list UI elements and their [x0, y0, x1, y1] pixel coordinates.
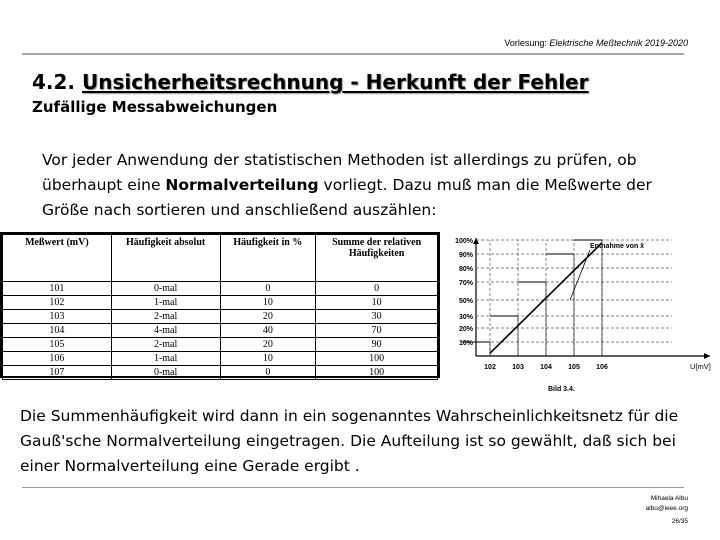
- table-cell: 1-mal: [111, 352, 220, 366]
- table-cell: 106: [3, 352, 112, 366]
- x-tick-label: 106: [596, 364, 608, 371]
- table-cell: 0: [220, 282, 316, 296]
- table-cell: 103: [3, 310, 112, 324]
- table-cell: 0: [316, 282, 438, 296]
- table-row: [3, 310, 438, 324]
- table-cell: 10: [220, 352, 316, 366]
- y-tick-label: 30%: [458, 314, 473, 321]
- x-tick-label: 105: [568, 364, 580, 371]
- intro-part2: vorliegt. Dazu muß man die Meßwerte der Größe nach sortieren und anschließend auszählen:: [42, 176, 652, 219]
- page-title: [32, 70, 588, 94]
- intro-bold: Normalverteilung: [165, 176, 319, 194]
- col-header-abs: Häufigkeit absolut: [111, 235, 220, 282]
- table-cell: 2-mal: [111, 310, 220, 324]
- annotation-mean: Entnahme von x̄: [590, 243, 645, 250]
- intro-paragraph: [42, 148, 692, 223]
- table-cell: 104: [3, 324, 112, 338]
- table-row: [3, 338, 438, 352]
- bottom-divider: [22, 487, 684, 488]
- table-cell: 40: [220, 324, 316, 338]
- col-header-cum: Summe der relativen Häufigkeiten: [316, 235, 438, 282]
- y-tick-label: 80%: [458, 266, 473, 273]
- y-tick-label: 10%: [458, 340, 473, 347]
- y-tick-label: 20%: [458, 326, 473, 333]
- y-tick-label: 70%: [458, 280, 473, 287]
- figure-caption: Bild 3.4.: [548, 386, 575, 393]
- footer-page-number: 26/35: [671, 518, 688, 525]
- table-row: [3, 366, 438, 380]
- table-cell: 70: [316, 324, 438, 338]
- annotation-pointer: [570, 250, 590, 300]
- course-name: Elektrische Meßtechnik 2019-2020: [549, 38, 688, 48]
- y-tick-label: 50%: [458, 298, 473, 305]
- summary-paragraph: Die Summenhäufigkeit wird dann in ein sogenanntes Wahrscheinlichkeitsnetz für die Gauß'sche Normalverteilung eingetragen. Die Aufteilung ist so gewählt, daß sich bei einer Normalverteilung eine Gerade ergibt .: [20, 407, 679, 475]
- table-cell: 1-mal: [111, 296, 220, 310]
- table-cell: 90: [316, 338, 438, 352]
- title-number: 4.2.: [32, 70, 82, 94]
- table-cell: 100: [316, 352, 438, 366]
- top-divider: [22, 53, 684, 55]
- table-cell: 100: [316, 366, 438, 380]
- col-header-pct: Häufigkeit in %: [220, 235, 316, 282]
- frequency-table: [2, 234, 438, 380]
- col-header-value: Meßwert (mV): [3, 235, 112, 282]
- table-cell: 10: [316, 296, 438, 310]
- lecture-header: [504, 38, 688, 48]
- table-cell: 0-mal: [111, 282, 220, 296]
- x-tick-label: 103: [512, 364, 524, 371]
- page-subtitle: Zufällige Messabweichungen: [32, 98, 278, 116]
- table-cell: 0: [220, 366, 316, 380]
- probability-net-chart: [440, 232, 720, 400]
- table-cell: 0-mal: [111, 366, 220, 380]
- footer-author: Mihaela Albu: [650, 495, 688, 502]
- table-cell: 20: [220, 310, 316, 324]
- table-row: [3, 352, 438, 366]
- table-row: [3, 296, 438, 310]
- table-header-row: [3, 235, 438, 282]
- frequency-table-container: [0, 232, 440, 378]
- table-cell: 107: [3, 366, 112, 380]
- table-row: [3, 324, 438, 338]
- title-text: Unsicherheitsrechnung - Herkunft der Fehler: [82, 70, 589, 94]
- x-axis-arrow: [704, 353, 710, 359]
- x-axis-label: U[mV]: [690, 362, 711, 371]
- table-cell: 2-mal: [111, 338, 220, 352]
- y-tick-label: 100%: [455, 238, 473, 245]
- y-tick-label: 90%: [458, 252, 473, 259]
- table-cell: 20: [220, 338, 316, 352]
- intro-part1: Vor jeder Anwendung der statistischen Methoden ist allerdings zu prüfen, ob überhaupt eine: [42, 151, 637, 194]
- table-cell: 102: [3, 296, 112, 310]
- table-cell: 30: [316, 310, 438, 324]
- table-cell: 101: [3, 282, 112, 296]
- header-prefix: Vorlesung:: [504, 38, 550, 48]
- table-cell: 105: [3, 338, 112, 352]
- table-cell: 10: [220, 296, 316, 310]
- x-tick-label: 104: [540, 364, 552, 371]
- table-cell: 4-mal: [111, 324, 220, 338]
- table-row: [3, 282, 438, 296]
- y-axis-arrow: [473, 238, 479, 244]
- x-tick-label: 102: [484, 364, 496, 371]
- footer-email[interactable]: albu@ieee.org: [645, 505, 688, 512]
